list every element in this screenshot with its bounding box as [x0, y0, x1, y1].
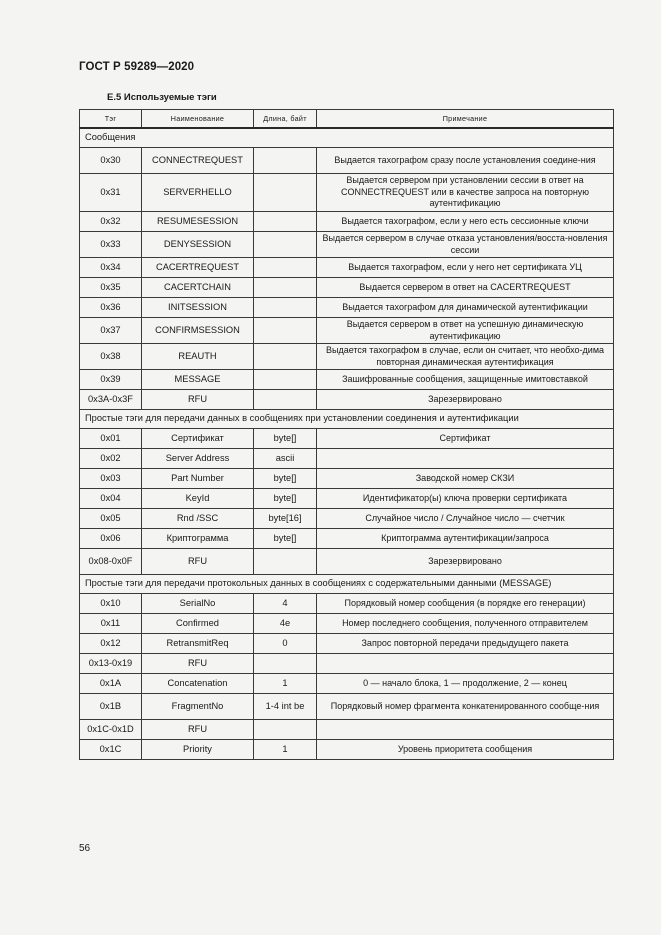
cell-tag: 0x33 — [80, 232, 142, 258]
cell-name: Криптограмма — [142, 529, 254, 549]
cell-length: byte[] — [254, 489, 317, 509]
cell-tag: 0x10 — [80, 594, 142, 614]
header-note: Примечание — [317, 110, 614, 129]
cell-name: Server Address — [142, 449, 254, 469]
cell-note: Порядковый номер фрагмента конкатенированного сообще-ния — [317, 694, 614, 720]
cell-tag: 0x38 — [80, 344, 142, 370]
cell-name: MESSAGE — [142, 370, 254, 390]
cell-length: ascii — [254, 449, 317, 469]
document-standard-header: ГОСТ Р 59289—2020 — [79, 61, 195, 73]
cell-length — [254, 232, 317, 258]
cell-name: Сертификат — [142, 429, 254, 449]
cell-note: Номер последнего сообщения, полученного отправителем — [317, 614, 614, 634]
cell-name: RFU — [142, 720, 254, 740]
section-title-cell: Простые тэги для передачи протокольных данных в сообщениях с содержательными данными (MESSAGE) — [80, 575, 614, 594]
cell-tag: 0x03 — [80, 469, 142, 489]
table-row — [80, 344, 614, 370]
cell-note: Сертификат — [317, 429, 614, 449]
cell-note: Заводской номер СКЗИ — [317, 469, 614, 489]
cell-length — [254, 654, 317, 674]
cell-length — [254, 318, 317, 344]
cell-tag: 0x30 — [80, 148, 142, 174]
section-title-cell: Сообщения — [80, 128, 614, 148]
cell-name: INITSESSION — [142, 298, 254, 318]
table-row — [80, 429, 614, 449]
cell-length: 1 — [254, 740, 317, 760]
cell-name: RFU — [142, 390, 254, 410]
cell-note: Выдается сервером в ответ на CACERTREQUEST — [317, 278, 614, 298]
table-row — [80, 720, 614, 740]
table-row — [80, 694, 614, 720]
cell-note: Выдается тахографом, если у него есть сессионные ключи — [317, 212, 614, 232]
cell-tag: 0x08-0x0F — [80, 549, 142, 575]
cell-length — [254, 148, 317, 174]
cell-length: 4e — [254, 614, 317, 634]
cell-tag: 0x13-0x19 — [80, 654, 142, 674]
table-row — [80, 298, 614, 318]
section-row — [80, 128, 614, 148]
cell-length — [254, 174, 317, 212]
cell-tag: 0x06 — [80, 529, 142, 549]
cell-name: RESUMESESSION — [142, 212, 254, 232]
cell-note: Уровень приоритета сообщения — [317, 740, 614, 760]
table-row — [80, 469, 614, 489]
cell-length — [254, 370, 317, 390]
table-row — [80, 529, 614, 549]
cell-note — [317, 449, 614, 469]
cell-name: Priority — [142, 740, 254, 760]
table-row — [80, 489, 614, 509]
cell-note: 0 — начало блока, 1 — продолжение, 2 — конец — [317, 674, 614, 694]
table-row — [80, 174, 614, 212]
cell-name: RetransmitReq — [142, 634, 254, 654]
cell-name: CONFIRMSESSION — [142, 318, 254, 344]
cell-length: byte[16] — [254, 509, 317, 529]
cell-length: byte[] — [254, 469, 317, 489]
table-row — [80, 449, 614, 469]
cell-length: 0 — [254, 634, 317, 654]
cell-tag: 0x12 — [80, 634, 142, 654]
header-length: Длина, байт — [254, 110, 317, 129]
cell-name: CACERTREQUEST — [142, 258, 254, 278]
cell-length: byte[] — [254, 429, 317, 449]
section-title: Е.5 Используемые тэги — [107, 92, 217, 103]
cell-name: SerialNo — [142, 594, 254, 614]
cell-note: Случайное число / Случайное число — счетчик — [317, 509, 614, 529]
cell-note — [317, 720, 614, 740]
cell-name: Rnd /SSC — [142, 509, 254, 529]
cell-name: Part Number — [142, 469, 254, 489]
cell-tag: 0x11 — [80, 614, 142, 634]
table-row — [80, 634, 614, 654]
cell-length — [254, 390, 317, 410]
cell-tag: 0x1B — [80, 694, 142, 720]
table-header-row — [80, 110, 614, 129]
cell-note: Запрос повторной передачи предыдущего пакета — [317, 634, 614, 654]
cell-length — [254, 298, 317, 318]
cell-name: CACERTCHAIN — [142, 278, 254, 298]
table-row — [80, 212, 614, 232]
cell-length — [254, 549, 317, 575]
cell-note: Выдается тахографом для динамической аутентификации — [317, 298, 614, 318]
cell-length: 1-4 int be — [254, 694, 317, 720]
cell-tag: 0x05 — [80, 509, 142, 529]
cell-tag: 0x37 — [80, 318, 142, 344]
section-row — [80, 575, 614, 594]
cell-note: Выдается тахографом сразу после установления соедине-ния — [317, 148, 614, 174]
table-row — [80, 594, 614, 614]
cell-tag: 0x39 — [80, 370, 142, 390]
cell-name: REAUTH — [142, 344, 254, 370]
cell-tag: 0x1C-0x1D — [80, 720, 142, 740]
cell-note: Зарезервировано — [317, 390, 614, 410]
cell-tag: 0x34 — [80, 258, 142, 278]
cell-name: Confirmed — [142, 614, 254, 634]
cell-note — [317, 654, 614, 674]
cell-length: byte[] — [254, 529, 317, 549]
table-row — [80, 549, 614, 575]
cell-note: Выдается тахографом в случае, если он считает, что необхо-дима повторная динамическая аутентификация — [317, 344, 614, 370]
section-title-cell: Простые тэги для передачи данных в сообщениях при установлении соединения и аутентификации — [80, 410, 614, 429]
table-row — [80, 390, 614, 410]
table-row — [80, 318, 614, 344]
cell-note: Выдается тахографом, если у него нет сертификата УЦ — [317, 258, 614, 278]
cell-tag: 0x04 — [80, 489, 142, 509]
cell-tag: 0x36 — [80, 298, 142, 318]
header-name: Наименование — [142, 110, 254, 129]
cell-length — [254, 212, 317, 232]
cell-tag: 0x02 — [80, 449, 142, 469]
cell-name: RFU — [142, 549, 254, 575]
table-row — [80, 148, 614, 174]
cell-note: Зашифрованные сообщения, защищенные имитовставкой — [317, 370, 614, 390]
table-row — [80, 740, 614, 760]
cell-name: CONNECTREQUEST — [142, 148, 254, 174]
cell-name: KeyId — [142, 489, 254, 509]
table-row — [80, 278, 614, 298]
cell-note: Порядковый номер сообщения (в порядке его генерации) — [317, 594, 614, 614]
cell-length — [254, 720, 317, 740]
cell-note: Зарезервировано — [317, 549, 614, 575]
cell-note: Идентификатор(ы) ключа проверки сертификата — [317, 489, 614, 509]
cell-tag: 0x1A — [80, 674, 142, 694]
cell-length — [254, 344, 317, 370]
cell-name: RFU — [142, 654, 254, 674]
cell-tag: 0x31 — [80, 174, 142, 212]
section-row — [80, 410, 614, 429]
cell-name: DENYSESSION — [142, 232, 254, 258]
page-number: 56 — [79, 843, 91, 854]
cell-tag: 0x1C — [80, 740, 142, 760]
cell-note: Выдается сервером в ответ на успешную динамическую аутентификацию — [317, 318, 614, 344]
cell-name: FragmentNo — [142, 694, 254, 720]
cell-tag: 0x01 — [80, 429, 142, 449]
cell-length: 4 — [254, 594, 317, 614]
cell-note: Криптограмма аутентификации/запроса — [317, 529, 614, 549]
cell-tag: 0x3A-0x3F — [80, 390, 142, 410]
table-row — [80, 232, 614, 258]
table-row — [80, 674, 614, 694]
cell-length — [254, 258, 317, 278]
table-row — [80, 654, 614, 674]
table-row — [80, 370, 614, 390]
table-row — [80, 258, 614, 278]
cell-name: SERVERHELLO — [142, 174, 254, 212]
cell-name: Concatenation — [142, 674, 254, 694]
tags-table — [79, 109, 614, 760]
cell-length — [254, 278, 317, 298]
cell-length: 1 — [254, 674, 317, 694]
cell-note: Выдается сервером в случае отказа установления/восста-новления сессии — [317, 232, 614, 258]
table-row — [80, 509, 614, 529]
cell-tag: 0x32 — [80, 212, 142, 232]
cell-note: Выдается сервером при установлении сессии в ответ на CONNECTREQUEST или в качестве запроса на повторную аутентификацию — [317, 174, 614, 212]
header-tag: Тэг — [80, 110, 142, 129]
table-row — [80, 614, 614, 634]
cell-tag: 0x35 — [80, 278, 142, 298]
